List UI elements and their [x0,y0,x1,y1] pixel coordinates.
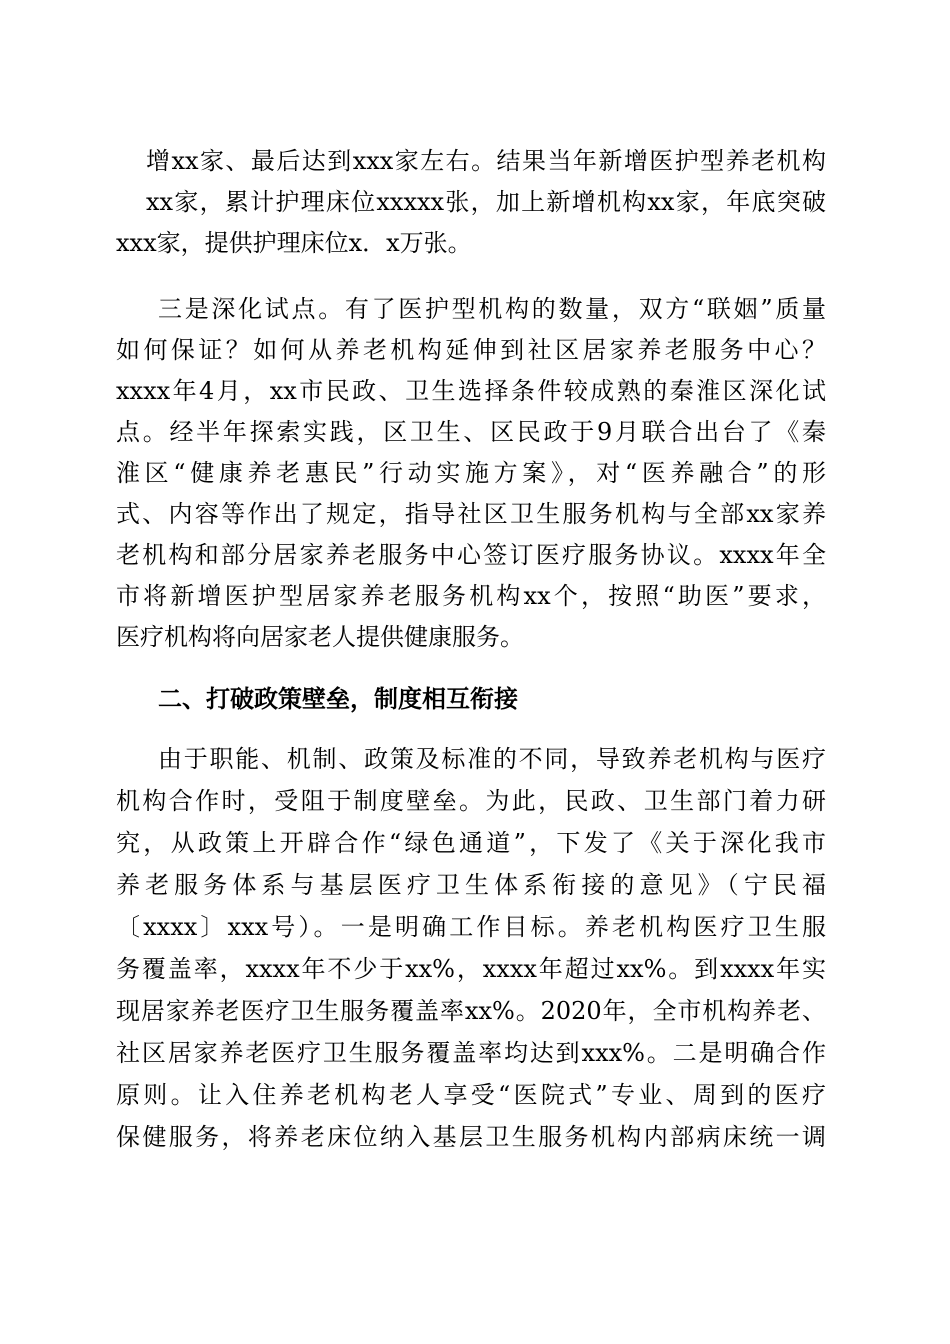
paragraph-2-line-9: 医疗机构将向居家老人提供健康服务。 [116,623,524,651]
paragraph-2-line-6: 式、内容等作出了规定，指导社区卫生服务机构与全部xx家养 [116,500,826,528]
paragraph-3-line-4: 养老服务体系与基层医疗卫生体系衔接的意见》（宁民福 [116,871,826,899]
paragraph-1-line-2: xx家，累计护理床位xxxxx张，加上新增机构xx家，年底突破 [146,188,826,216]
paragraph-3-line-2: 机构合作时，受阻于制度壁垒。为此，民政、卫生部门着力研 [116,787,826,815]
paragraph-3-line-8: 社区居家养老医疗卫生服务覆盖率均达到xxx%。二是明确合作 [116,1039,826,1067]
paragraph-2-line-4: 点。经半年探索实践，区卫生、区民政于9月联合出台了《秦 [116,418,826,446]
paragraph-1-line-1: 增xx家、最后达到xxx家左右。结果当年新增医护型养老机构 [146,147,826,175]
paragraph-3-line-3: 究，从政策上开辟合作“绿色通道”，下发了《关于深化我市 [116,829,826,857]
paragraph-2-line-2: 如何保证？如何从养老机构延伸到社区居家养老服务中心？ [116,336,826,364]
paragraph-3-line-5: 〔xxxx〕xxx号）。一是明确工作目标。养老机构医疗卫生服 [116,913,826,941]
paragraph-2-line-8: 市将新增医护型居家养老服务机构xx个，按照“助医”要求， [116,582,826,610]
paragraph-2-line-7: 老机构和部分居家养老服务中心签订医疗服务协议。xxxx年全 [116,541,826,569]
paragraph-3-line-10: 保健服务，将养老床位纳入基层卫生服务机构内部病床统一调 [116,1123,826,1151]
paragraph-2-line-1: 三是深化试点。有了医护型机构的数量，双方“联姻”质量 [158,295,826,323]
paragraph-2-line-3: xxxx年4月，xx市民政、卫生选择条件较成熟的秦淮区深化试 [116,377,826,405]
section-heading: 二、打破政策壁垒，制度相互衔接 [158,685,518,713]
paragraph-3-line-6: 务覆盖率，xxxx年不少于xx%，xxxx年超过xx%。到xxxx年实 [116,955,826,983]
paragraph-1-line-3: xxx家，提供护理床位x．x万张。 [116,229,472,257]
paragraph-3-line-7: 现居家养老医疗卫生服务覆盖率xx%。2020年，全市机构养老、 [116,997,826,1025]
paragraph-3-line-9: 原则。让入住养老机构老人享受“医院式”专业、周到的医疗 [116,1081,826,1109]
paragraph-3-line-1: 由于职能、机制、政策及标准的不同，导致养老机构与医疗 [158,745,826,773]
paragraph-2-line-5: 淮区“健康养老惠民”行动实施方案》，对“医养融合”的形 [116,459,826,487]
